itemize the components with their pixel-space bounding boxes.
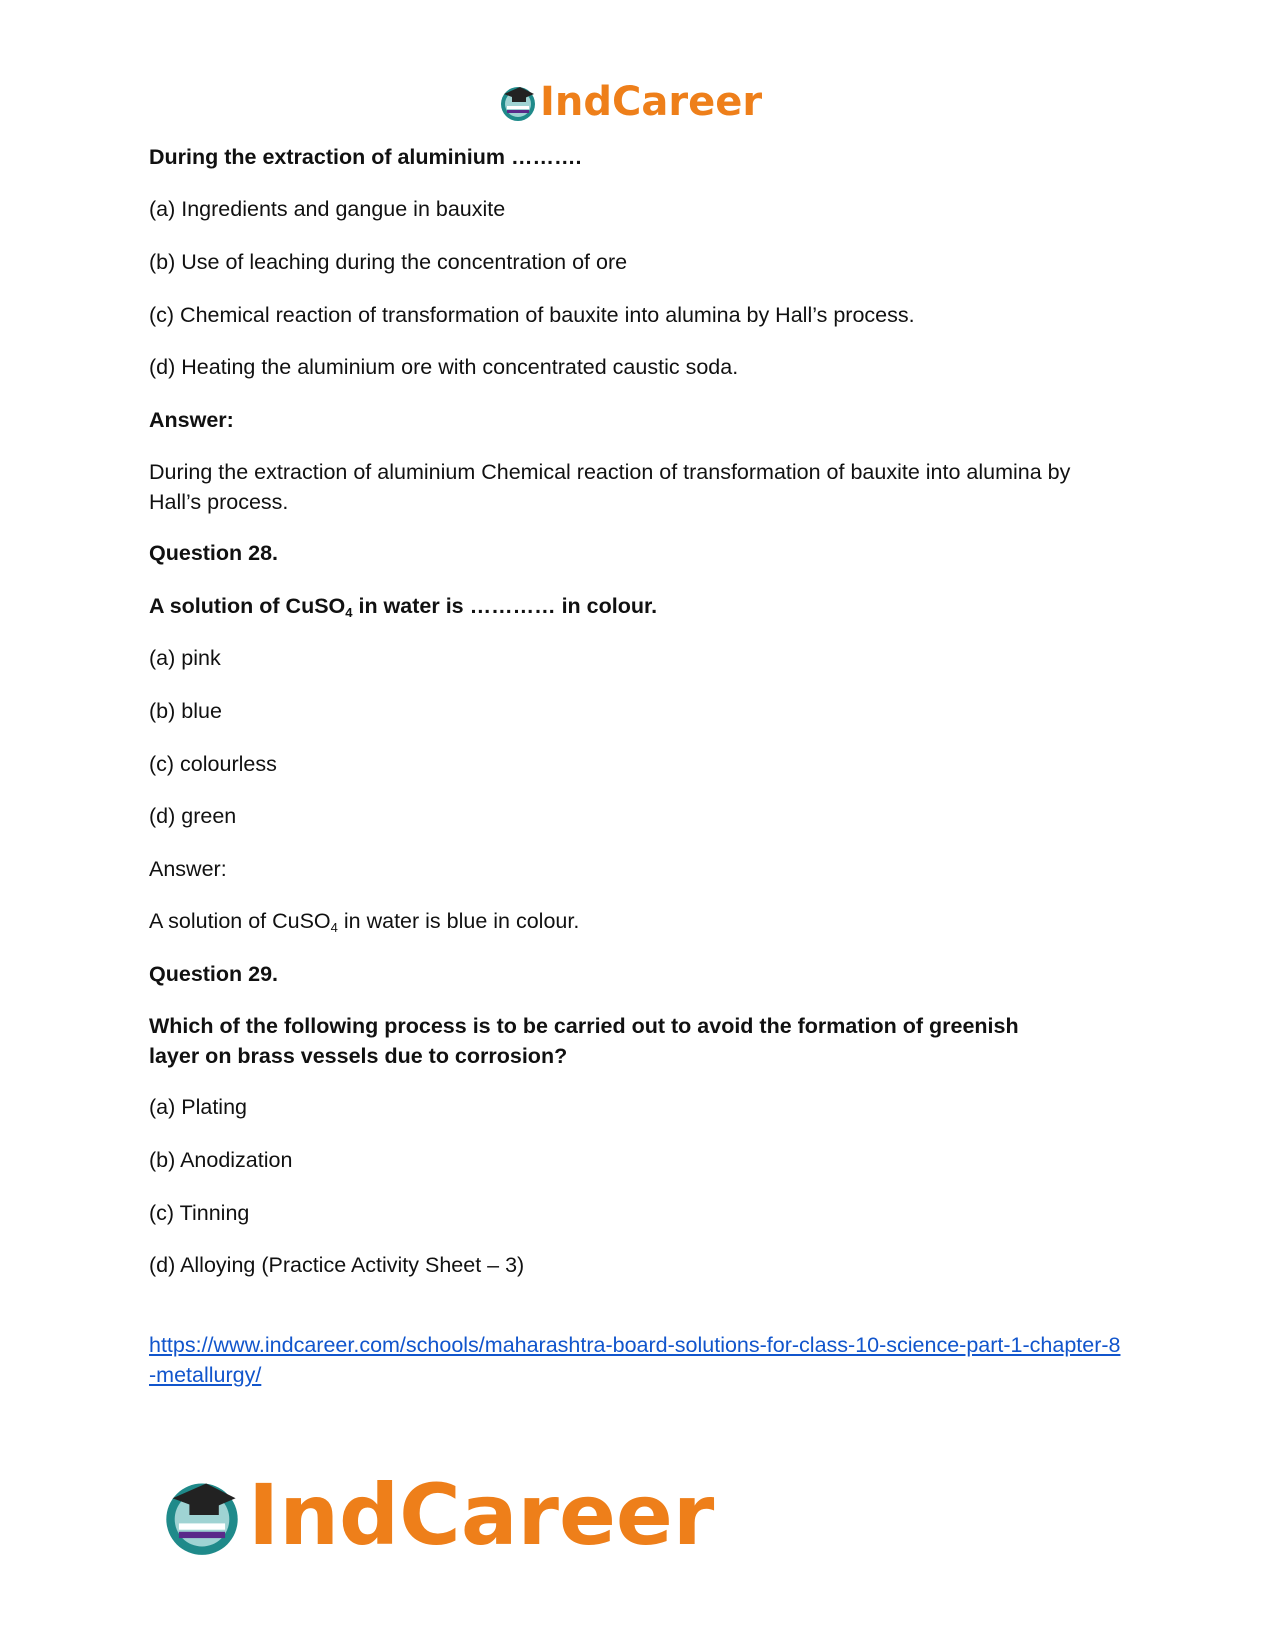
graduation-cap-globe-icon <box>498 82 538 122</box>
q27-stem: During the extraction of aluminium ………. <box>149 145 582 169</box>
q28-answer <box>149 906 1129 936</box>
q28-title: Question 28. <box>149 541 279 565</box>
logo-text: IndCareer <box>248 1466 715 1564</box>
q29-option-a: (a) Plating <box>149 1095 247 1119</box>
logo-text: IndCareer <box>540 79 763 125</box>
q28-answer-sub: 4 <box>330 920 338 935</box>
q28-answer-pre: A solution of CuSO <box>149 909 331 933</box>
footer-logo <box>160 1465 714 1565</box>
q28-option-d: (d) green <box>149 804 237 828</box>
q28-option-a: (a) pink <box>149 646 221 670</box>
source-url-link[interactable]: https://www.indcareer.com/schools/maharashtra-board-solutions-for-class-10-science-part-1-chapter-8-metallurgy/ <box>149 1333 1121 1387</box>
q27-answer: During the extraction of aluminium Chemical reaction of transformation of bauxite into alumina by Hall’s process. <box>149 460 1071 514</box>
graduation-cap-globe-icon <box>160 1473 244 1557</box>
q28-stem-pre: A solution of CuSO <box>149 594 346 618</box>
q27-option-c: (c) Chemical reaction of transformation of bauxite into alumina by Hall’s process. <box>149 303 915 327</box>
q28-option-c: (c) colourless <box>149 752 277 776</box>
q28-answer-post: in water is blue in colour. <box>337 909 580 933</box>
q27-option-d: (d) Heating the aluminium ore with concentrated caustic soda. <box>149 355 739 379</box>
q27-option-b: (b) Use of leaching during the concentration of ore <box>149 250 628 274</box>
q27-answer-label: Answer: <box>149 408 234 432</box>
header-logo <box>498 78 762 126</box>
q29-option-c: (c) Tinning <box>149 1201 250 1225</box>
q28-option-b: (b) blue <box>149 699 222 723</box>
q28-stem <box>149 591 1129 621</box>
q29-option-b: (b) Anodization <box>149 1148 293 1172</box>
q29-title: Question 29. <box>149 962 279 986</box>
q28-stem-sub: 4 <box>345 605 353 620</box>
q29-stem: Which of the following process is to be carried out to avoid the formation of greenish layer on brass vessels due to corrosion? <box>149 1014 1019 1068</box>
q29-option-d: (d) Alloying (Practice Activity Sheet – 3) <box>149 1253 525 1277</box>
q28-answer-label: Answer: <box>149 857 227 881</box>
q28-stem-post: in water is ………… in colour. <box>352 594 658 618</box>
q27-option-a: (a) Ingredients and gangue in bauxite <box>149 197 506 221</box>
